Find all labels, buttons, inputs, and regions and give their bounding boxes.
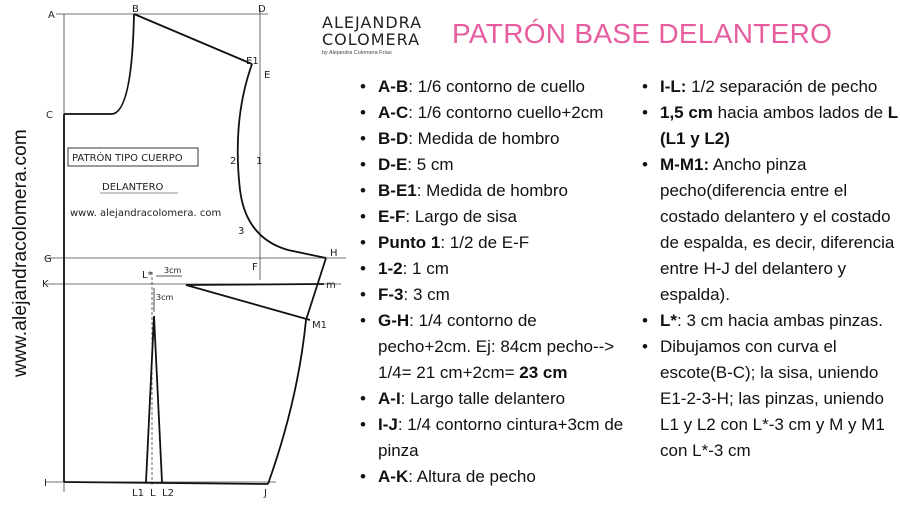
- list-item: • L*: 3 cm hacia ambas pinzas.: [640, 308, 900, 334]
- list-item: • 1,5 cm hacia ambos lados de L (L1 y L2): [640, 100, 900, 152]
- neckline-curve: [64, 14, 134, 114]
- label-2: 2: [230, 156, 237, 167]
- list-item: • A-K: Altura de pecho: [358, 464, 634, 490]
- list-item: • Punto 1: 1/2 de E-F: [358, 230, 634, 256]
- logo-tagline: by Alejandra Colomera Frías: [322, 50, 392, 56]
- instructions-column-1: [358, 74, 634, 490]
- pattern-drawing: [36, 0, 356, 506]
- label-k: K: [42, 279, 49, 290]
- list-item: • E-F: Largo de sisa: [358, 204, 634, 230]
- label-3cm-a: 3cm: [164, 266, 182, 275]
- list-item: • I-J: 1/4 contorno cintura+3cm de pinza: [358, 412, 634, 464]
- label-d: D: [258, 4, 266, 15]
- list-item: • Dibujamos con curva el escote(B-C); la sisa, uniendo E1-2-3-H; las pinzas, uniendo L1 y L2 con L*-3 cm y M y M1 con L*-3 cm: [640, 334, 900, 464]
- label-i: I: [44, 478, 47, 489]
- label-e: E: [264, 70, 271, 81]
- list-item: • I-L: 1/2 separación de pecho: [640, 74, 900, 100]
- list-item: • A-B: 1/6 contorno de cuello: [358, 74, 634, 100]
- armhole-curve: [238, 64, 326, 258]
- box-line-1: PATRÓN TIPO CUERPO: [72, 153, 183, 164]
- side-seam: [268, 258, 326, 484]
- list-item: • B-D: Medida de hombro: [358, 126, 634, 152]
- list-item: • D-E: 5 cm: [358, 152, 634, 178]
- waist-dart: [146, 316, 162, 482]
- page-title: PATRÓN BASE DELANTERO: [452, 18, 833, 49]
- label-g: G: [44, 254, 52, 265]
- side-url-text: www.alejandracolomera.com: [10, 129, 31, 377]
- list-item: • M-M1: Ancho pinza pecho(diferencia entre el costado delantero y el costado de espalda, es decir, diferencia entre H-J del delantero y espalda).: [640, 152, 900, 308]
- label-m: m: [326, 280, 336, 291]
- label-l1: L1: [132, 488, 144, 499]
- label-h: H: [330, 248, 338, 259]
- box-line-2: DELANTERO: [102, 182, 164, 193]
- label-c: C: [46, 110, 53, 121]
- list-item: • 1-2: 1 cm: [358, 256, 634, 282]
- label-a: A: [48, 10, 55, 21]
- label-j: J: [264, 488, 267, 499]
- label-l2: L2: [162, 488, 174, 499]
- list-item: • G-H: 1/4 contorno de pecho+2cm. Ej: 84cm pecho--> 1/4= 21 cm+2cm= 23 cm: [358, 308, 634, 386]
- label-3cm-b: 3cm: [156, 293, 174, 302]
- logo-line-1: ALEJANDRA: [322, 13, 423, 32]
- brand-logo: [322, 14, 422, 56]
- pattern-url: www. alejandracolomera. com: [70, 208, 222, 219]
- label-m1: M1: [312, 320, 327, 331]
- label-3: 3: [238, 226, 245, 237]
- list-item: • A-I: Largo talle delantero: [358, 386, 634, 412]
- list-item: • A-C: 1/6 contorno cuello+2cm: [358, 100, 634, 126]
- label-1: 1: [256, 156, 263, 167]
- bust-dart: [186, 284, 324, 320]
- shoulder-line: [134, 14, 252, 64]
- construction-lines: [46, 8, 346, 492]
- instructions-column-2: [640, 74, 900, 464]
- label-l: L: [150, 488, 156, 499]
- pattern-outline: [64, 14, 326, 484]
- label-e1: E1: [246, 56, 259, 67]
- label-f: F: [252, 262, 258, 273]
- logo-line-2: COLOMERA: [322, 30, 421, 49]
- side-url: [4, 0, 38, 506]
- label-lstar: L*: [142, 270, 153, 281]
- list-item: • B-E1: Medida de hombro: [358, 178, 634, 204]
- label-b: B: [132, 4, 139, 15]
- list-item: • F-3: 3 cm: [358, 282, 634, 308]
